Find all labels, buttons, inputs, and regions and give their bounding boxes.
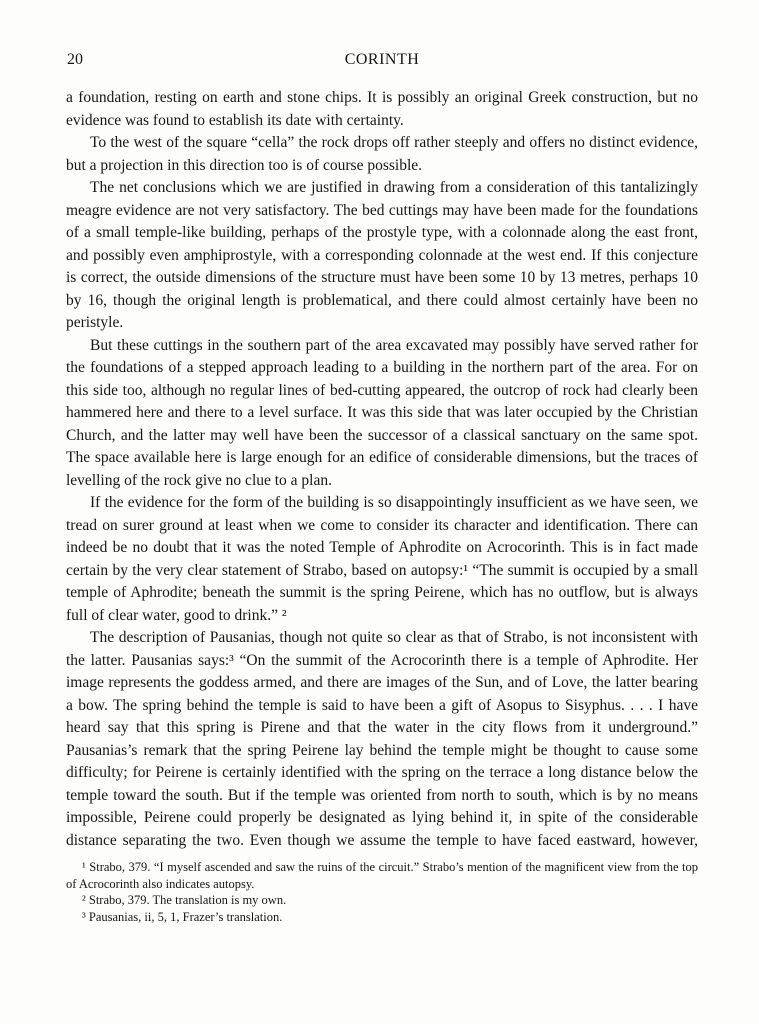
body-text xyxy=(66,87,698,852)
paragraph: But these cuttings in the southern part of the area excavated may possibly have served rather for the foundations of a stepped approach leading to a building in the northern part of the area. For on this side too, although no regular lines of bed-cutting appeared, the outcrop of rock had clearly been hammered here and there to a level surface. It was this side that was later occupied by the Christian Church, and the latter may well have been the successor of a classical sanctuary on the same spot. The space available here is large enough for an edifice of considerable dimensions, but the traces of levelling of the rock give no clue to a plan. xyxy=(66,336,698,489)
page-header xyxy=(66,50,698,70)
paragraph: To the west of the square “cella” the rock drops off rather steeply and offers no distinct evidence, but a projection in this direction too is of course possible. xyxy=(66,134,698,174)
page-number: 20 xyxy=(67,51,83,68)
running-title: CORINTH xyxy=(344,51,420,68)
footnote: ² Strabo, 379. The translation is my own. xyxy=(82,893,287,907)
paragraph-continuation: a foundation, resting on earth and stone chips. It is possibly an original Greek construction, but no evidence was found to establish its date with certainty. xyxy=(66,89,698,129)
paragraph: If the evidence for the form of the building is so disappointingly insufficient as we have seen, we tread on surer ground at least when we come to consider its character and identification. There can indeed be no doubt that it was the noted Temple of Aphrodite on Acrocorinth. This is in fact made certain by the very clear statement of Strabo, based on autopsy:¹ “The summit is occupied by a small temple of Aphrodite; beneath the summit is the spring Peirene, which has no outflow, but is always full of clear water, good to drink.” ² xyxy=(66,494,698,624)
footnotes xyxy=(66,859,698,925)
footnote: ³ Pausanias, ii, 5, 1, Frazer’s translation. xyxy=(82,909,283,924)
footnote: ¹ Strabo, 379. “I myself ascended and saw the ruins of the circuit.” Strabo’s mention of the magnificent view from the top of Acrocorinth also indicates autopsy. xyxy=(66,860,698,891)
paragraph: The net conclusions which we are justified in drawing from a consideration of this tantalizingly meagre evidence are not very satisfactory. The bed cuttings may have been made for the foundations of a small temple-like building, perhaps of the prostyle type, with a colonnade along the east front, and possibly even amphiprostyle, with a corresponding colonnade at the west end. If this conjecture is correct, the outside dimensions of the structure must have been some 10 by 13 metres, perhaps 10 by 16, though the original length is problematical, and there could almost certainly have been no peristyle. xyxy=(66,179,698,331)
paragraph: The description of Pausanias, though not quite so clear as that of Strabo, is not inconsistent with the latter. Pausanias says:³ “On the summit of the Acrocorinth there is a temple of Aphrodite. Her image represents the goddess armed, and there are images of the Sun, and of Love, the latter bearing a bow. The spring behind the temple is said to have been a gift of Asopus to Sisyphus. . . . I have heard say that this spring is Pirene and that the water in the city flows from it underground.” Pausanias’s remark that the spring Peirene lay behind the temple might be thought to cause some difficulty; for Peirene is certainly identified with the spring on the terrace a long distance below the temple toward the south. But if the temple was oriented from north to south, which is by no means impossible, Peirene could properly be designated as lying behind it, in spite of the considerable distance separating the two. Even though we assume the temple to have faced eastward, however, xyxy=(66,629,698,849)
